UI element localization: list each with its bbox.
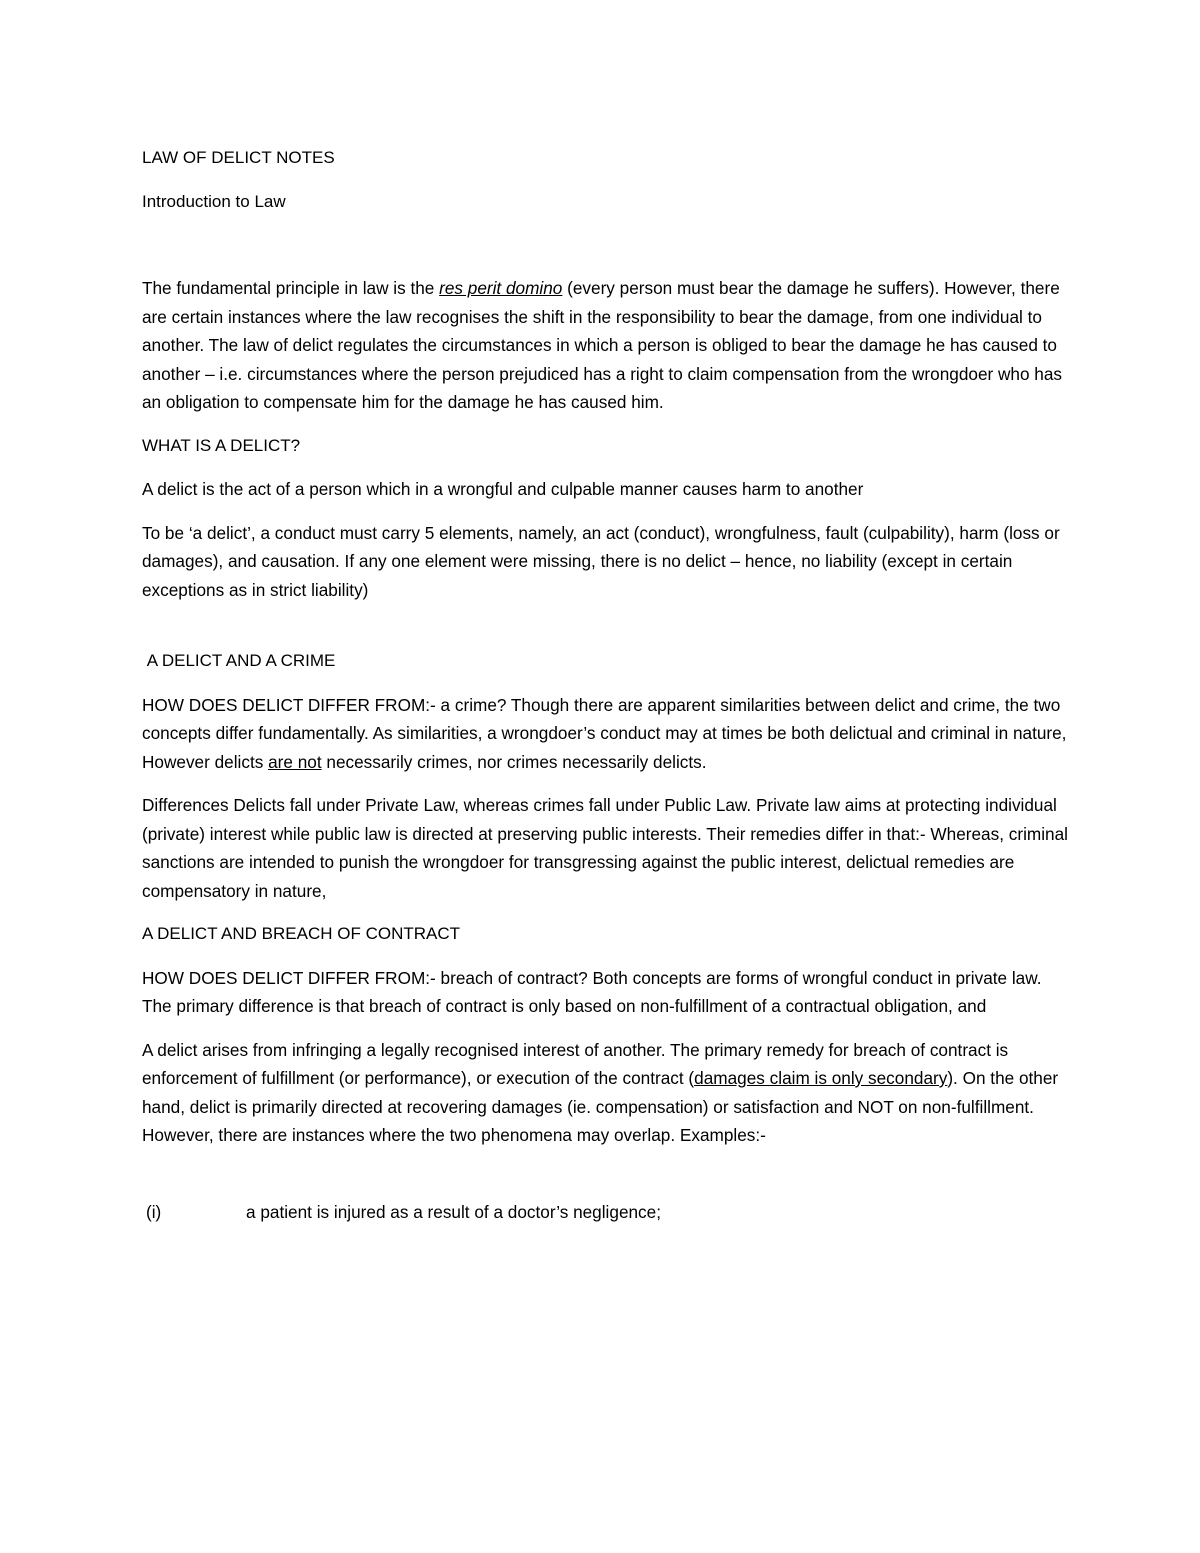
document-body [142, 144, 1072, 1226]
crime-paragraph: HOW DOES DELICT DIFFER FROM:- a crime? Though there are apparent similarities between delict and crime, the two concepts differ fundamentally. As similarities, a wrongdoer’s conduct may at times be both delictual and criminal in nature, However delicts are not necessarily crimes, nor crimes necessarily delicts. [142, 694, 1067, 772]
underlined-phrase: are not [268, 751, 322, 772]
section-heading-delict-crime: A DELICT AND A CRIME [146, 651, 336, 670]
latin-term: res perit domino [439, 278, 563, 298]
list-item [142, 1198, 1072, 1227]
underlined-phrase: damages claim is only secondary [694, 1068, 948, 1088]
remedy-paragraph: A delict arises from infringing a legally recognised interest of another. The primary remedy for breach of contract is enforcement of fulfillment (or performance), or execution of the contract (damages claim is only secondary). On the other hand, delict is primarily directed at recovering damages (ie. compensation) or satisfaction and NOT on non-fulfillment. However, there are instances where the two phenomena may overlap. Examples:- [142, 1039, 1059, 1145]
intro-paragraph: The fundamental principle in law is the res perit domino (every person must bear the damage he suffers). However, there are certain instances where the law recognises the shift in the responsibility to bear the damage, from one individual to another. The law of delict regulates the circumstances in which a person is obliged to bear the damage he has caused to another – i.e. circumstances where the person prejudiced has a right to claim compensation from the wrongdoer who has an obligation to compensate him for the damage he has caused him. [142, 278, 1063, 412]
section-heading-what-is-delict: WHAT IS A DELICT? [142, 435, 301, 455]
list-item-text: a patient is injured as a result of a doctor’s negligence; [246, 1201, 661, 1222]
definition-paragraph: A delict is the act of a person which in a wrongful and culpable manner causes harm to another [142, 479, 864, 499]
breach-paragraph: HOW DOES DELICT DIFFER FROM:- breach of contract? Both concepts are forms of wrongful conduct in private law. The primary difference is that breach of contract is only based on non-fulfillment of a contractual obligation, and [142, 967, 1042, 1016]
document-subtitle: Introduction to Law [142, 191, 286, 211]
list-item-number: (i) [146, 1201, 162, 1222]
document-title: LAW OF DELICT NOTES [142, 148, 335, 167]
differences-paragraph: Differences Delicts fall under Private Law, whereas crimes fall under Public Law. Private law aims at protecting individual (private) interest while public law is directed at preserving public interests. Their remedies differ in that:- Whereas, criminal sanctions are intended to punish the wrongdoer for transgressing against the public interest, delictual remedies are compensatory in nature, [142, 795, 1068, 901]
section-heading-breach: A DELICT AND BREACH OF CONTRACT [142, 924, 461, 943]
elements-paragraph: To be ‘a delict’, a conduct must carry 5 elements, namely, an act (conduct), wrongfulness, fault (culpability), harm (loss or damages), and causation. If any one element were missing, there is no delict – hence, no liability (except in certain exceptions as in strict liability) [142, 522, 1060, 600]
